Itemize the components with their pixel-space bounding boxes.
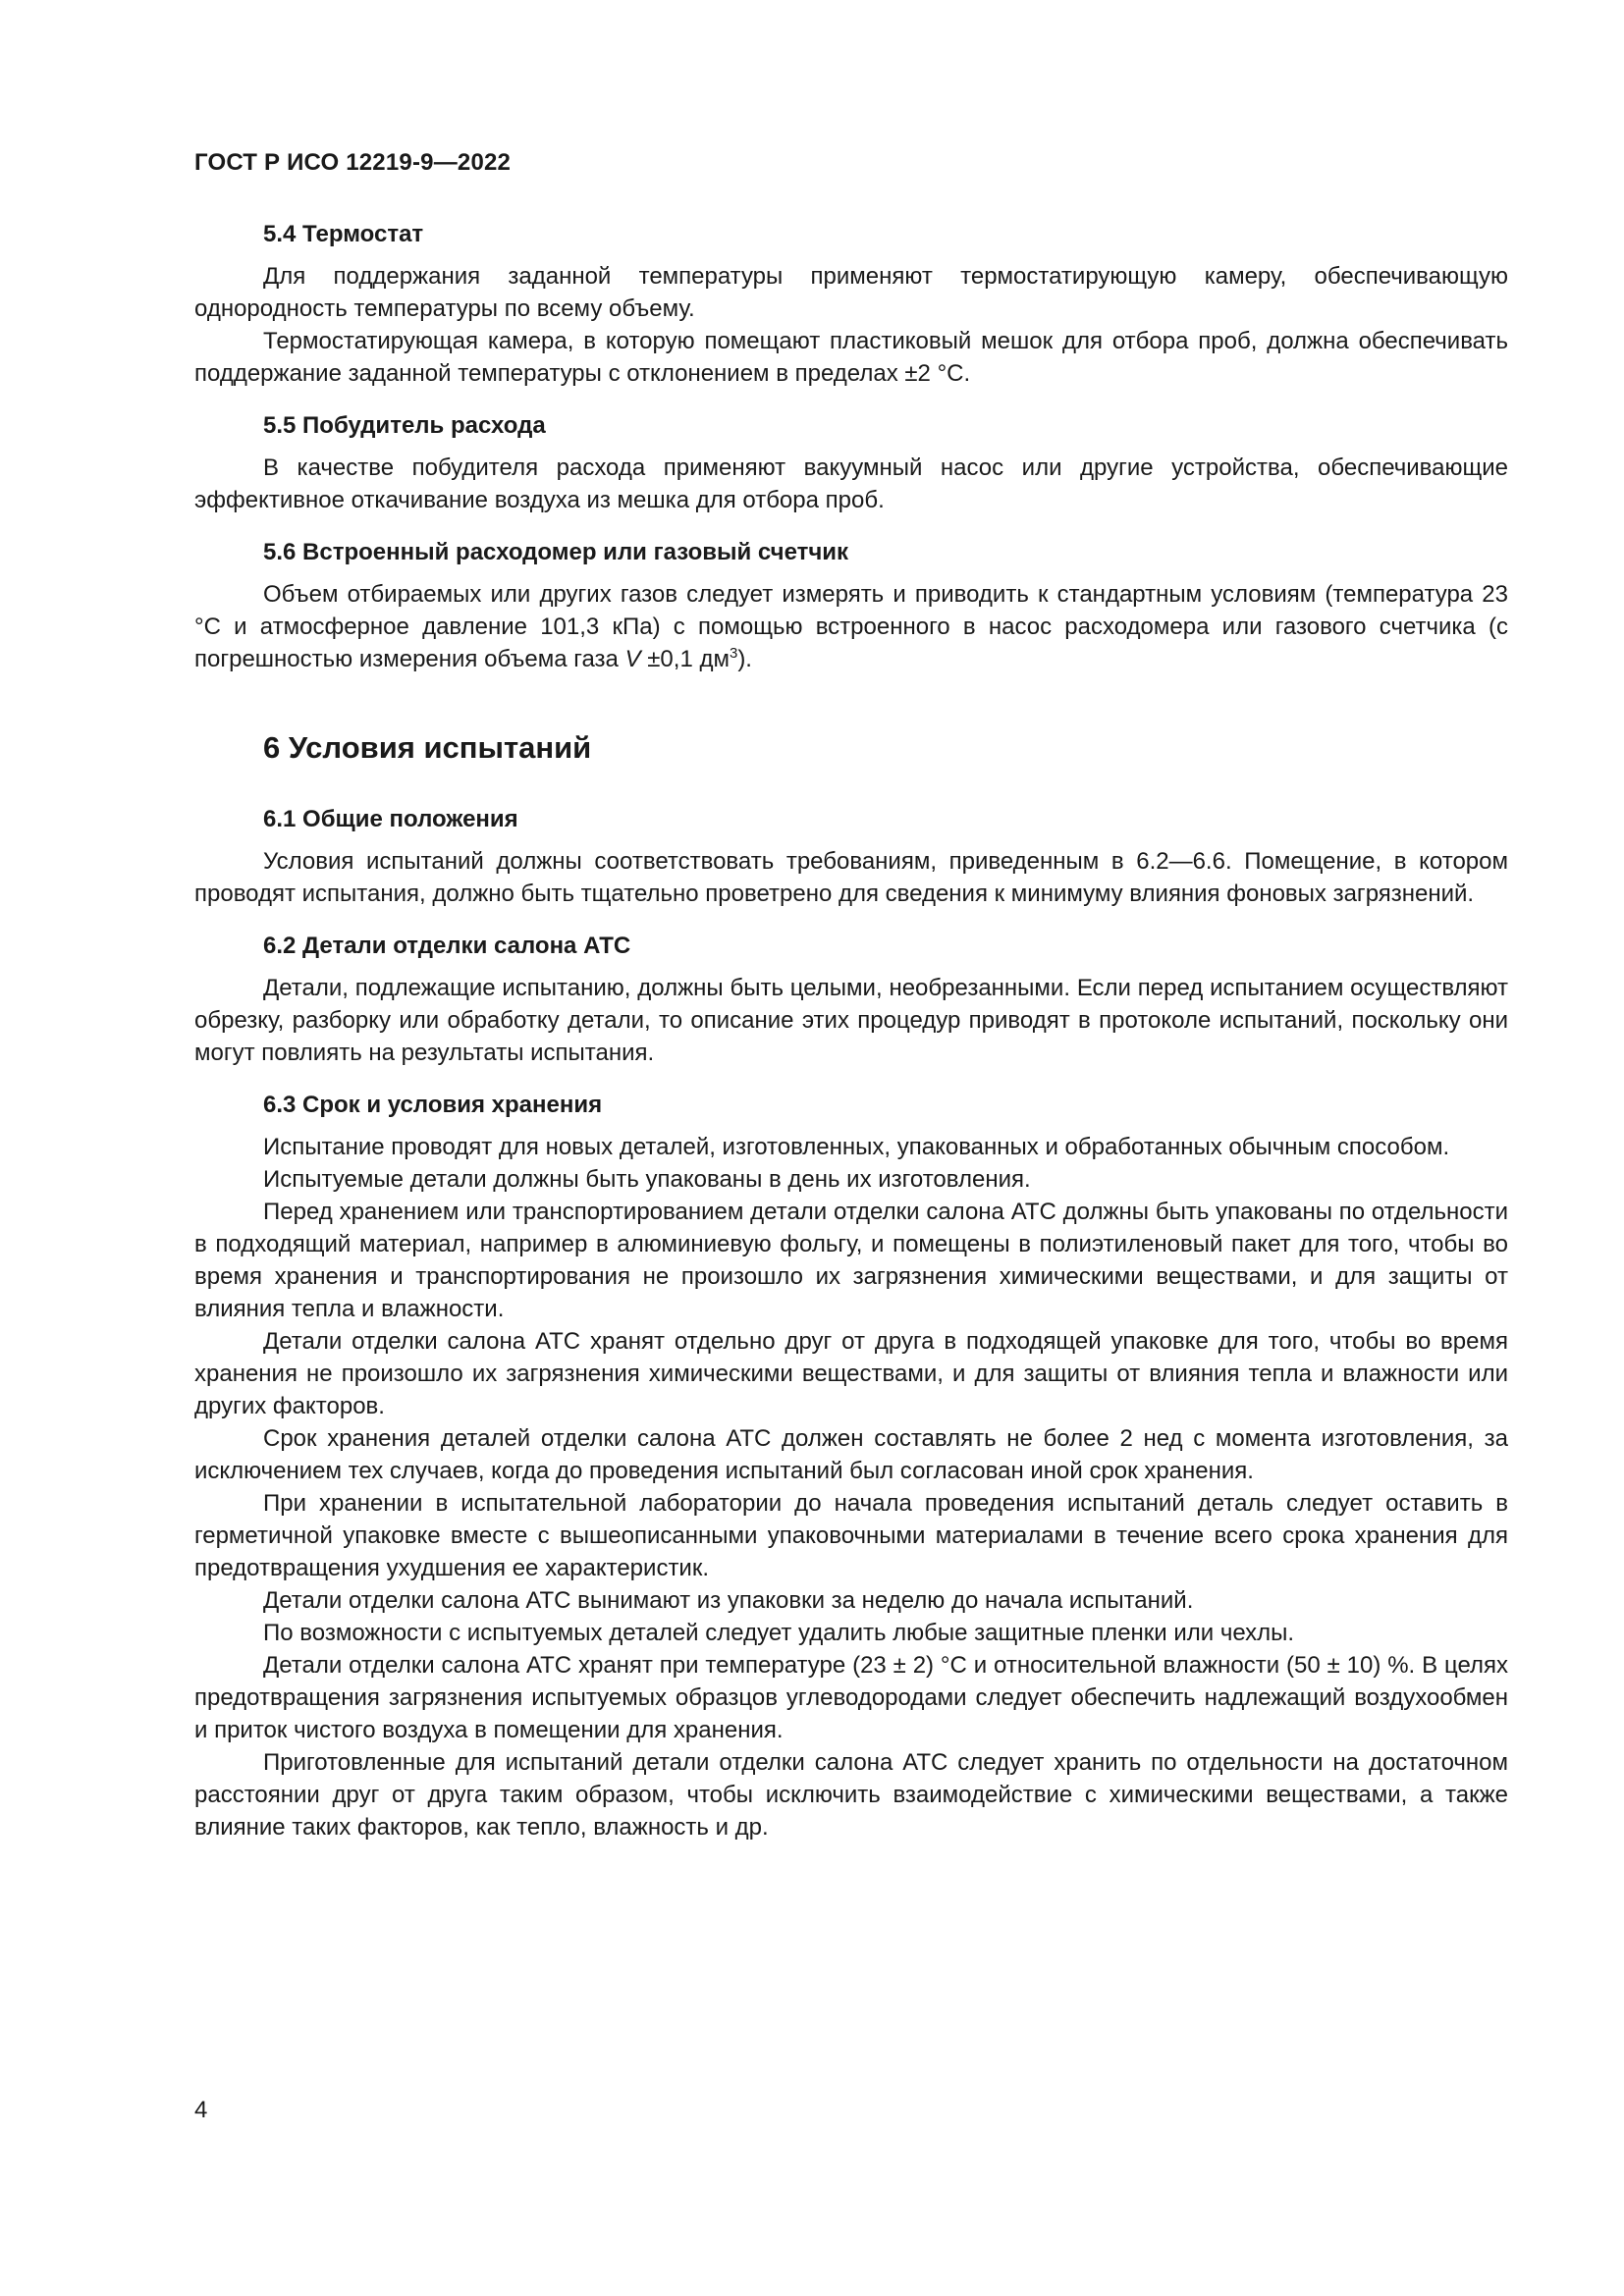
paragraph: Срок хранения деталей отделки салона АТС должен составлять не более 2 нед с момента изготовления, за исключением тех случаев, когда до проведения испытаний был согласован иной срок хранения. xyxy=(194,1425,1508,1484)
paragraph: Условия испытаний должны соответствовать требованиям, приведенным в 6.2—6.6. Помещение, в котором проводят испытания, должно быть тщательно проветрено для сведения к минимуму влияния фоновых загрязнений. xyxy=(194,848,1508,907)
section-heading-5-4: 5.4 Термостат xyxy=(263,221,424,247)
paragraph: Испытание проводят для новых деталей, изготовленных, упакованных и обработанных обычным способом. xyxy=(263,1134,1450,1160)
paragraph: По возможности с испытуемых деталей следует удалить любые защитные пленки или чехлы. xyxy=(263,1620,1295,1646)
text-run: ). xyxy=(737,646,752,672)
section-heading-5-6: 5.6 Встроенный расходомер или газовый счетчик xyxy=(263,539,849,565)
paragraph: Детали, подлежащие испытанию, должны быть целыми, необрезанными. Если перед испытанием осуществляют обрезку, разборку или обработку детали, то описание этих процедур приводят в протоколе испытаний, поскольку они могут повлиять на результаты испытания. xyxy=(194,975,1508,1066)
paragraph: Термостатирующая камера, в которую помещают пластиковый мешок для отбора проб, должна обеспечивать поддержание заданной температуры с отклонением в пределах ±2 °C. xyxy=(194,328,1508,387)
paragraph: Перед хранением или транспортированием детали отделки салона АТС должны быть упакованы по отдельности в подходящий материал, например в алюминиевую фольгу, и помещены в полиэтиленовый пакет для того, чтобы во время хранения и транспортирования не произошло их загрязнения химическими веществами, и для защиты от влияния тепла и влажности. xyxy=(194,1199,1508,1322)
text-run: Объем отбираемых или других газов следует измерять и приводить к стандартным условиям (температура 23 °C и атмосферное давление 101,3 кПа) с помощью встроенного в насос расходомера или газового счетчика (с погрешностью измерения объема газа xyxy=(194,581,1508,672)
page-body xyxy=(194,218,1508,1843)
section-heading-6-3: 6.3 Срок и условия хранения xyxy=(263,1092,603,1118)
section-heading-6-1: 6.1 Общие положения xyxy=(263,806,518,832)
section-heading-6-2: 6.2 Детали отделки салона АТС xyxy=(263,933,631,959)
paragraph: Детали отделки салона АТС хранят отдельно друг от друга в подходящей упаковке для того, чтобы во время хранения не произошло их загрязнения химическими веществами, и для защиты от влияния тепла и влажности или других факторов. xyxy=(194,1328,1508,1419)
paragraph: При хранении в испытательной лаборатории до начала проведения испытаний деталь следует оставить в герметичной упаковке вместе с вышеописанными упаковочными материалами в течение всего срока хранения для предотвращения ухудшения ее характеристик. xyxy=(194,1490,1508,1581)
paragraph: Приготовленные для испытаний детали отделки салона АТС следует хранить по отдельности на достаточном расстоянии друг от друга таким образом, чтобы исключить взаимодействие с химическими веществами, а также влияние таких факторов, как тепло, влажность и др. xyxy=(194,1749,1508,1841)
paragraph: В качестве побудителя расхода применяют вакуумный насос или другие устройства, обеспечивающие эффективное откачивание воздуха из мешка для отбора проб. xyxy=(194,454,1508,513)
superscript-exponent: 3 xyxy=(729,645,738,662)
volume-variable: V xyxy=(624,646,641,672)
page-number: 4 xyxy=(194,2097,208,2123)
paragraph: Испытуемые детали должны быть упакованы в день их изготовления. xyxy=(263,1166,1031,1193)
paragraph-gas-volume xyxy=(194,578,1508,675)
paragraph: Для поддержания заданной температуры применяют термостатирующую камеру, обеспечивающую однородность температуры по всему объему. xyxy=(194,263,1508,322)
text-run: ±0,1 дм xyxy=(640,646,730,672)
section-heading-5-5: 5.5 Побудитель расхода xyxy=(263,412,546,439)
chapter-heading-6: 6 Условия испытаний xyxy=(263,730,592,765)
standard-designation: ГОСТ Р ИСО 12219-9—2022 xyxy=(194,149,512,176)
paragraph: Детали отделки салона АТС вынимают из упаковки за неделю до начала испытаний. xyxy=(263,1587,1194,1614)
paragraph: Детали отделки салона АТС хранят при температуре (23 ± 2) °C и относительной влажности (50 ± 10) %. В целях предотвращения загрязнения испытуемых образцов углеводородами следует обеспечить надлежащий воздухообмен и приток чистого воздуха в помещении для хранения. xyxy=(194,1652,1508,1743)
